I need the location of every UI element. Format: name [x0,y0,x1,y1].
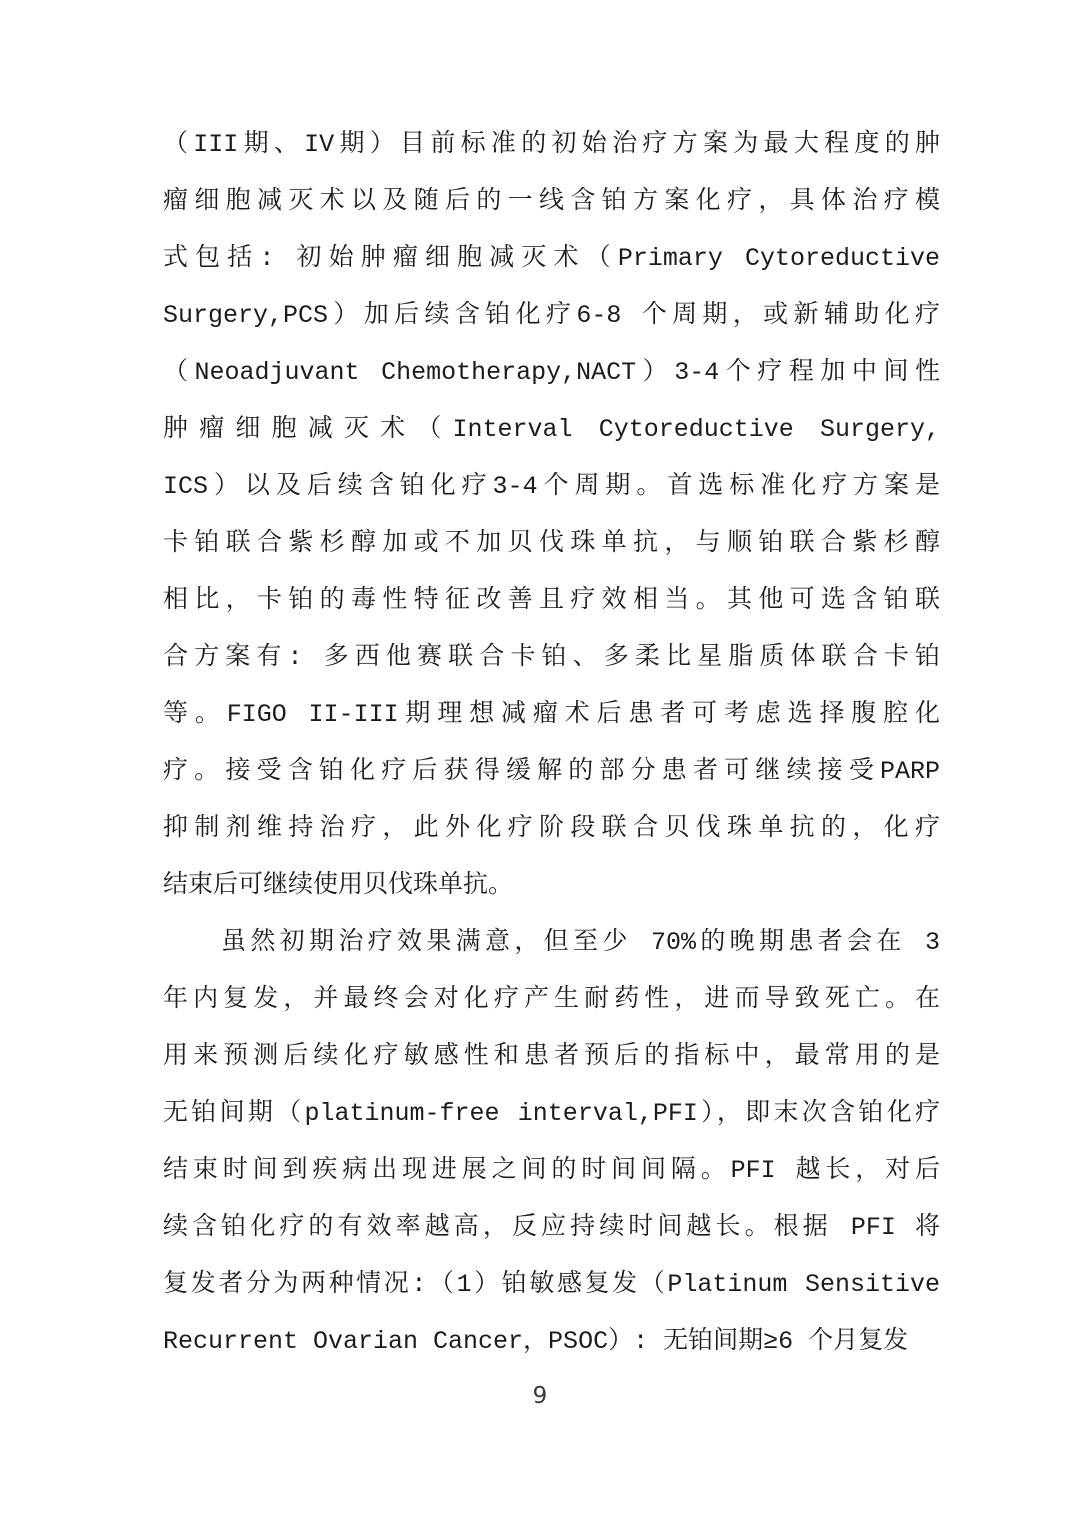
text-line: 续含铂化疗的有效率越高，反应持续时间越长。根据 PFI 将 [163,1213,940,1242]
paragraph [163,116,940,914]
text-line: （III期、IV期）目前标准的初始治疗方案为最大程度的肿 [163,130,940,159]
text-line: 复发者分为两种情况:（1）铂敏感复发（Platinum Sensitive [163,1270,940,1299]
paragraph [163,914,940,1370]
text-line: 结束后可继续使用贝伐珠单抗。 [163,871,514,900]
text-line: 等。FIGO II-III期理想减瘤术后患者可考虑选择腹腔化 [163,700,940,729]
text-line: Recurrent Ovarian Cancer，PSOC）: 无铂间期≥6 个月复发 [163,1327,909,1356]
text-line: 式包括: 初始肿瘤细胞减灭术（Primary Cytoreductive [163,244,940,273]
text-line: 用来预测后续化疗敏感性和患者预后的指标中，最常用的是 [163,1042,940,1071]
text-line: 合方案有: 多西他赛联合卡铂、多柔比星脂质体联合卡铂 [163,643,940,672]
text-line: ICS）以及后续含铂化疗3-4个周期。首选标准化疗方案是 [163,472,940,501]
text-line: 抑制剂维持治疗，此外化疗阶段联合贝伐珠单抗的，化疗 [163,814,940,843]
text-line: 卡铂联合紫杉醇加或不加贝伐珠单抗，与顺铂联合紫杉醇 [163,529,940,558]
text-line: 瘤细胞减灭术以及随后的一线含铂方案化疗，具体治疗模 [163,187,940,216]
text-line: 虽然初期治疗效果满意，但至少 70%的晚期患者会在 3 [221,928,940,957]
text-line: 无铂间期（platinum-free interval,PFI），即末次含铂化疗 [163,1099,940,1128]
text-line: 肿瘤细胞减灭术（Interval Cytoreductive Surgery, [163,415,940,444]
text-line: （Neoadjuvant Chemotherapy,NACT）3-4个疗程加中间性 [163,358,940,387]
text-line: 结束时间到疾病出现进展之间的时间间隔。PFI 越长，对后 [163,1156,940,1185]
text-block [163,116,940,1370]
text-line: 相比，卡铂的毒性特征改善且疗效相当。其他可选含铂联 [163,586,940,615]
page-number: 9 [532,1383,548,1409]
text-line: 年内复发，并最终会对化疗产生耐药性，进而导致死亡。在 [163,985,940,1014]
text-line: Surgery,PCS）加后续含铂化疗6-8 个周期，或新辅助化疗 [163,301,940,330]
text-line: 疗。接受含铂化疗后获得缓解的部分患者可继续接受PARP [163,757,940,786]
